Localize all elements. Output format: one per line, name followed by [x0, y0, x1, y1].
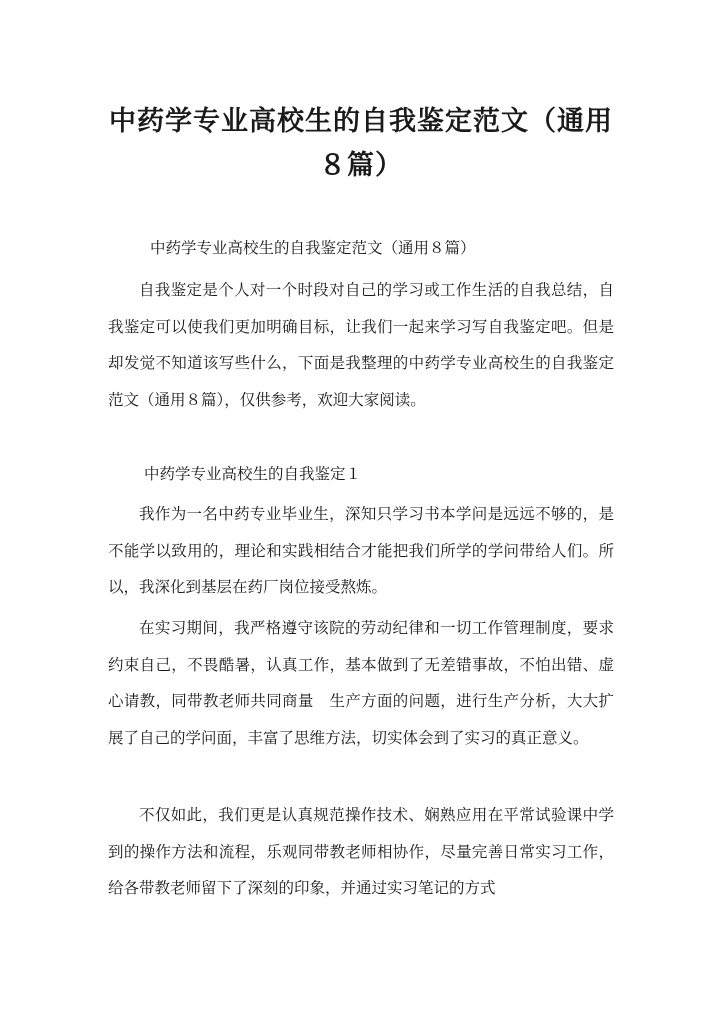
body-paragraph: 我作为一名中药专业毕业生，深知只学习书本学问是远远不够的，是不能学以致用的，理论和实践相结合才能把我们所学的学问带给人们。所以，我深化到基层在药厂岗位接受熬炼。 — [108, 505, 614, 597]
document-subtitle: 中药学专业高校生的自我鉴定范文（通用８篇） — [150, 239, 476, 257]
body-paragraph: 不仅如此，我们更是认真规范操作技术、娴熟应用在平常试验课中学到的操作方法和流程，乐观同带教老师相协作，尽量完善日常实习工作，给各带教老师留下了深刻的印象，并通过实习笔记的方式 — [108, 806, 614, 898]
section-heading: 中药学专业高校生的自我鉴定１ — [144, 465, 362, 483]
intro-paragraph: 自我鉴定是个人对一个时段对自己的学习或工作生活的自我总结，自我鉴定可以使我们更加明确目标，让我们一起来学习写自我鉴定吧。但是却发觉不知道该写些什么，下面是我整理的中药学专业高校生的自我鉴定范文（通用８篇），仅供参考，欢迎大家阅读。 — [108, 281, 614, 409]
document-title: 中药学专业高校生的自我鉴定范文（通用８篇） — [109, 106, 613, 181]
body-paragraph: 在实习期间，我严格遵守该院的劳动纪律和一切工作管理制度，要求约束自己，不畏酷暑，认真工作，基本做到了无差错事故，不怕出错、虚心请教，同带教老师共同商量 生产方面的问题，进行生产分析，大大扩展了自己的学问面，丰富了思维方法，切实体会到了实习的真正意义。 — [108, 619, 614, 747]
